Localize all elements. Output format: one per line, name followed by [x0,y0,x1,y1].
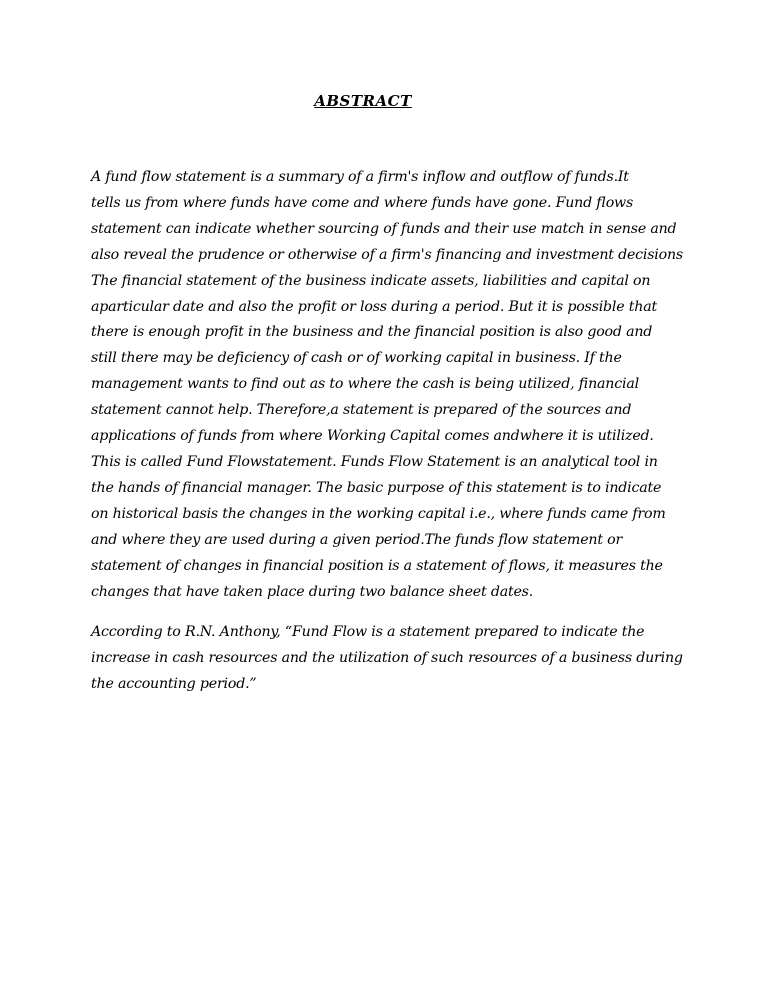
abstract-paragraph-2 [91,620,687,698]
text-line: statement can indicate whether sourcing of funds and their use match in sense and [91,220,677,237]
text-line: statement of changes in financial position is a statement of flows, it measures the [91,557,663,574]
text-line: also reveal the prudence or otherwise of a firm's financing and investment decisions [91,246,684,263]
text-line: applications of funds from where Working Capital comes andwhere it is utilized. [91,428,654,445]
text-line: on historical basis the changes in the working capital i.e., where funds came from [91,505,666,522]
text-line: the accounting period.” [91,675,257,692]
text-line: and where they are used during a given period.The funds flow statement or [91,531,623,548]
text-line: The financial statement of the business indicate assets, liabilities and capital on [91,272,651,289]
document-title: ABSTRACT [314,92,412,110]
text-line: management wants to find out as to where the cash is being utilized, financial [91,376,639,393]
text-line: still there may be deficiency of cash or of working capital in business. If the [91,350,622,367]
abstract-paragraph-1 [91,165,687,605]
text-line: there is enough profit in the business and the financial position is also good and [91,324,653,341]
text-line: the hands of financial manager. The basic purpose of this statement is to indicate [91,479,662,496]
text-line: aparticular date and also the profit or loss during a period. But it is possible that [91,298,657,315]
text-line: tells us from where funds have come and where funds have gone. Fund flows [91,194,634,211]
text-line: According to R.N. Anthony, “Fund Flow is a statement prepared to indicate the [91,624,645,640]
text-line: This is called Fund Flowstatement. Funds Flow Statement is an analytical tool in [91,453,658,470]
text-line: statement cannot help. Therefore,a statement is prepared of the sources and [91,402,632,419]
text-line: increase in cash resources and the utilization of such resources of a business during [91,649,683,666]
text-line: A fund flow statement is a summary of a firm's inflow and outflow of funds.It [91,169,629,185]
text-line: changes that have taken place during two balance sheet dates. [91,583,534,600]
